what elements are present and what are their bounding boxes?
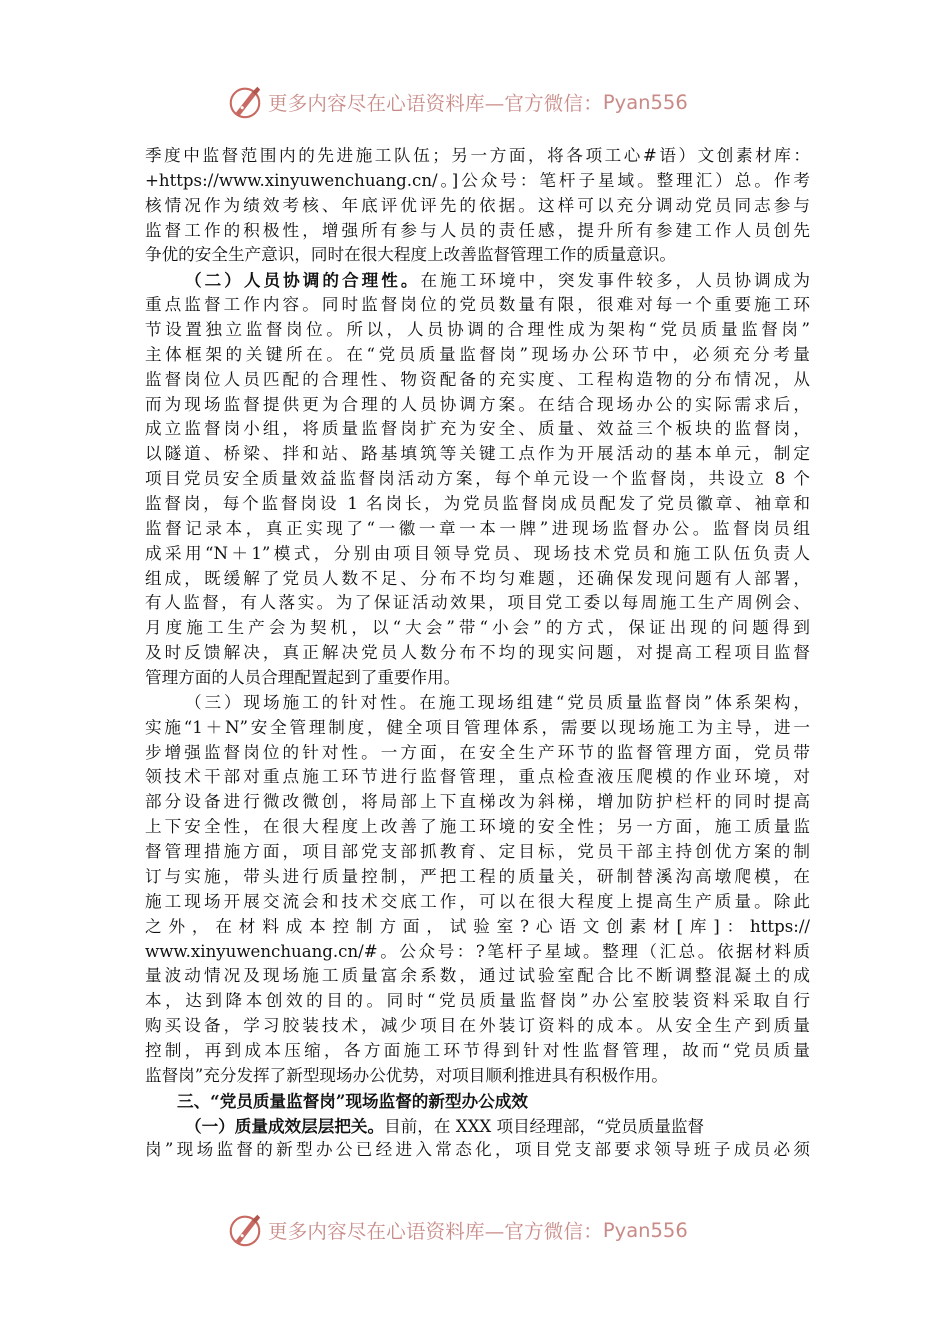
text-line: 核情况作为绩效考核、年底评优评先的依据。这样可以充分调动党员同志参与 xyxy=(145,195,810,215)
text-line: 监督工作的积极性，增强所有参与人员的责任感，提升所有参建工作人员创先 xyxy=(145,220,810,240)
text-line: 领技术干部对重点施工环节进行监督管理，重点检查液压爬模的作业环境，对 xyxy=(145,767,810,787)
text-line: 节设置独立监督岗位。所以，人员协调的合理性成为架构“党员质量监督岗” xyxy=(145,320,810,340)
text-line: 购买设备，学习胶装技术，减少项目在外装订资料的成本。从安全生产到质量 xyxy=(145,1016,810,1036)
text-line: 组成，既缓解了党员人数不足、分布不均匀难题，还确保发现问题有人部署， xyxy=(145,568,810,588)
footer-banner xyxy=(0,1210,950,1250)
banner-wechat-id: Pyan556 xyxy=(602,1218,688,1242)
pen-nib-logo-icon xyxy=(226,83,264,121)
banner-wechat-id: Pyan556 xyxy=(602,90,688,114)
text-line: 监督岗，每个监督岗设 1 名岗长，为党员监督岗成员配发了党员徽章、袖章和 xyxy=(145,494,810,514)
text-line: 有人监督，有人落实。为了保证活动效果，项目党工委以每周施工生产周例会、 xyxy=(145,593,810,613)
text-line: 而为现场监督提供更为合理的人员协调方案。在结合现场办公的实际需求后， xyxy=(145,394,810,414)
text-line: 施工现场开展交流会和技术交底工作，可以在很大程度上提高生产质量。除此 xyxy=(145,891,810,911)
section-heading: （二）人员协调的合理性。 xyxy=(185,270,421,291)
text-line: 之外，在材料成本控制方面，试验室?心语文创素材[库]：https:// xyxy=(145,916,810,936)
banner-text: 更多内容尽在心语资料库—官方微信： xyxy=(268,1220,603,1243)
text-line: 控制，再到成本压缩，各方面施工环节得到针对性监督管理，故而“党员质量 xyxy=(145,1040,810,1060)
section-heading: （一）质量成效层层把关。 xyxy=(185,1115,385,1136)
text-line: 及时反馈解决，真正解决党员人数分布不均的现实问题，对提高工程项目监督 xyxy=(145,643,810,663)
text-line: 上下安全性，在很大程度上改善了施工环境的安全性；另一方面，施工质量监 xyxy=(145,817,810,837)
text-line: 季度中监督范围内的先进施工队伍；另一方面，将各项工心#语）文创素材库： xyxy=(145,146,810,165)
text-line: 实施“1＋N”安全管理制度，健全项目管理体系，需要以现场施工为主导，进一 xyxy=(145,717,810,737)
text-line: +https://www.xinyuwenchuang.cn/。]公众号：笔杆子星域。整理汇）总。作考 xyxy=(145,170,810,190)
document-body xyxy=(145,144,810,1163)
text-line: 步增强监督岗位的针对性。一方面，在安全生产环节的监督管理方面，党员带 xyxy=(145,742,810,762)
text-line: 部分设备进行微改微创，将局部上下直梯改为斜梯，增加防护栏杆的同时提高 xyxy=(145,792,810,812)
text-line: 争优的安全生产意识，同时在很大程度上改善监督管理工作的质量意识。 xyxy=(145,245,676,265)
text-line: 订与实施，带头进行质量控制，严把工程的质量关，研制替溪沟高墩爬模，在 xyxy=(145,866,810,886)
text-line: 成立监督岗小组，将质量监督岗扩充为安全、质量、效益三个板块的监督岗， xyxy=(145,419,810,439)
section-heading-line xyxy=(145,1114,810,1139)
text-line: www.xinyuwenchuang.cn/#。公众号：?笔杆子星域。整理（汇总。依据材料质 xyxy=(145,941,810,961)
text-line: 本，达到降本创效的目的。同时“党员质量监督岗”办公室胶装资料采取自行 xyxy=(145,991,810,1011)
chapter-heading: 三、“党员质量监督岗”现场监督的新型办公成效 xyxy=(177,1090,528,1111)
header-banner xyxy=(0,82,950,122)
text-line: 项目党员安全质量效益监督岗活动方案，每个单元设一个监督岗，共设立 8 个 xyxy=(145,469,810,489)
text-run: 目前，在 XXX 项目经理部，“党员质量监督 xyxy=(384,1116,705,1136)
text-line: 监督记录本，真正实现了“一徽一章一本一牌”进现场监督办公。监督岗员组 xyxy=(145,518,810,538)
text-line: 成采用“N＋1”模式，分别由项目领导党员、现场技术党员和施工队伍负责人 xyxy=(145,543,810,563)
pen-nib-logo-icon xyxy=(226,1211,264,1249)
text-line: 量波动情况及现场施工质量富余系数，通过试验室配合比不断调整混凝土的成 xyxy=(145,966,810,986)
text-line: 岗”现场监督的新型办公已经进入常态化，项目党支部要求领导班子成员必须 xyxy=(145,1140,810,1160)
text-run: 在施工环境中，突发事件较多，人员协调成为 xyxy=(420,271,811,291)
text-line: 以隧道、桥梁、拌和站、路基填筑等关键工点作为开展活动的基本单元，制定 xyxy=(145,444,810,464)
text-line: 重点监督工作内容。同时监督岗位的党员数量有限，很难对每一个重要施工环 xyxy=(145,295,810,315)
text-line: 主体框架的关键所在。在“党员质量监督岗”现场办公环节中，必须充分考量 xyxy=(145,344,810,364)
section-heading-line xyxy=(145,268,810,293)
text-line: 管理方面的人员合理配置起到了重要作用。 xyxy=(145,668,461,688)
text-line: 督管理措施方面，项目部党支部抓教育、定目标，党员干部主持创优方案的制 xyxy=(145,842,810,862)
text-line: 月度施工生产会为契机，以“大会”带“小会”的方式，保证出现的问题得到 xyxy=(145,618,810,638)
text-line: （三）现场施工的针对性。在施工现场组建“党员质量监督岗”体系架构， xyxy=(185,692,810,712)
text-line: 监督岗”充分发挥了新型现场办公优势，对项目顺利推进具有积极作用。 xyxy=(145,1065,668,1085)
text-line: 监督岗位人员匹配的合理性、物资配备的充实度、工程构造物的分布情况，从 xyxy=(145,369,810,389)
banner-text: 更多内容尽在心语资料库—官方微信： xyxy=(268,92,603,115)
